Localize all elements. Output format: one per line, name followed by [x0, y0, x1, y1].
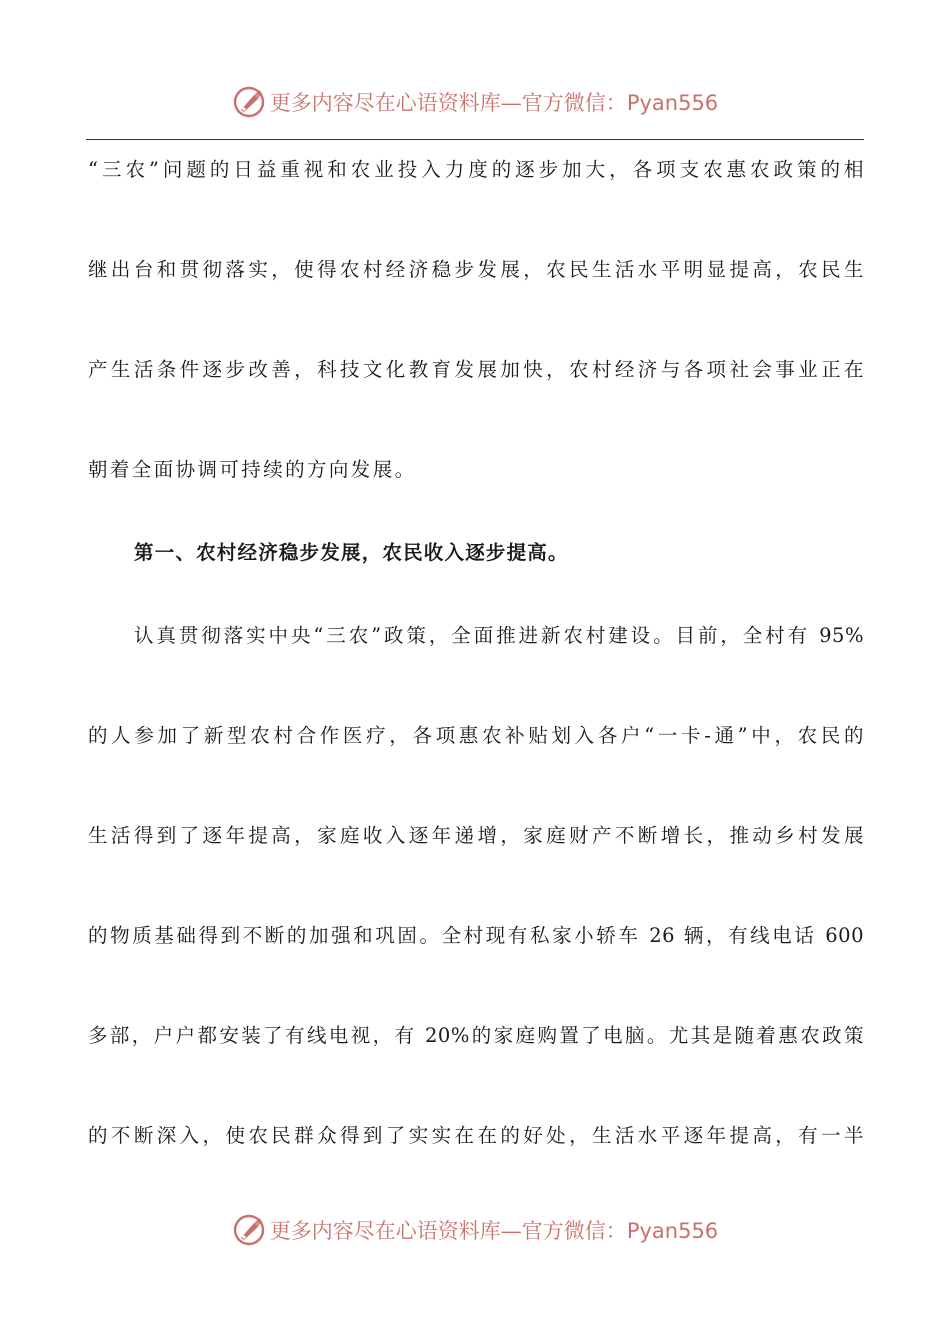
paragraph-line: 生活得到了逐年提高，家庭收入逐年递增，家庭财产不断增长，推动乡村发展: [88, 824, 864, 847]
paragraph-line: 朝着全面协调可持续的方向发展。: [88, 458, 417, 481]
banner-title: 更多内容尽在心语资料库—官方微信：: [269, 91, 627, 115]
paragraph-line: 的人参加了新型农村合作医疗，各项惠农补贴划入各户“一卡-通”中，农民的: [88, 724, 864, 747]
pen-nib-icon: [232, 85, 266, 119]
pen-nib-icon: [232, 1213, 266, 1247]
paragraph-line: 的不断深入，使农民群众得到了实实在在的好处，生活水平逐年提高，有一半: [88, 1124, 864, 1147]
section-heading: 第一、农村经济稳步发展，农民收入逐步提高。: [134, 541, 569, 564]
header-divider: [86, 139, 864, 140]
footer-banner: [0, 1210, 950, 1250]
paragraph-line: 的物质基础得到不断的加强和巩固。全村现有私家小轿车 26 辆，有线电话 600: [88, 924, 864, 947]
paragraph-line: 产生活条件逐步改善，科技文化教育发展加快，农村经济与各项社会事业正在: [88, 358, 864, 381]
paragraph-line: 继出台和贯彻落实，使得农村经济稳步发展，农民生活水平明显提高，农民生: [88, 258, 864, 281]
paragraph-line: 多部，户户都安装了有线电视，有 20%的家庭购置了电脑。尤其是随着惠农政策: [88, 1024, 864, 1047]
banner-title: 更多内容尽在心语资料库—官方微信：: [269, 1219, 627, 1243]
wechat-id: Pyan556: [626, 91, 719, 115]
wechat-id: Pyan556: [626, 1219, 719, 1243]
banner-text: [270, 1215, 718, 1245]
paragraph-line: “三农”问题的日益重视和农业投入力度的逐步加大，各项支农惠农政策的相: [88, 158, 864, 181]
paragraph-line: 认真贯彻落实中央“三农”政策，全面推进新农村建设。目前，全村有 95%: [134, 624, 864, 647]
header-banner: [0, 82, 950, 122]
banner-text: [270, 87, 718, 117]
